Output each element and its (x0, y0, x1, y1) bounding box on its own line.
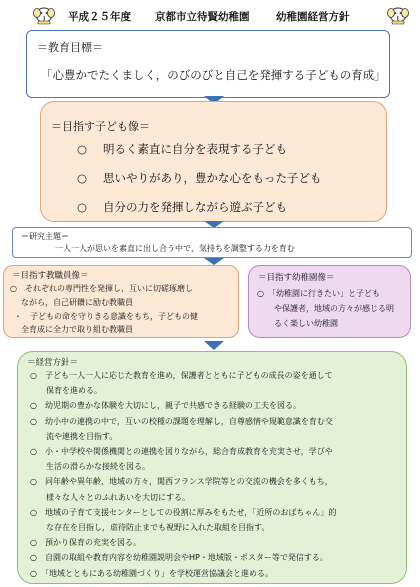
ideal-teacher-title: ＝目指す教職員像＝ (12, 271, 89, 281)
research-theme-box (12, 227, 412, 258)
management-policy-line: ○ 幼児期の豊かな体験を大切にし，親子で共感できる経験の工夫を図る。 (30, 401, 301, 411)
ideal-kindergarten-line: るく楽しい幼稚園 (274, 319, 338, 328)
management-policy-box (17, 351, 407, 584)
ideal-teacher-line: ・ 子どもの命を守りきる意識をもち，子どもの健 (14, 312, 198, 321)
management-policy-line: 様々な人々とのふれあいを大切にする。 (46, 492, 190, 502)
management-policy-line: ○ 同年齢や異年齢，地域の方々，関西フランス学院等との交流の機会を多くもち， (30, 477, 333, 487)
ideal-child-item: ○ 明るく素直に自分を表現する子ども (77, 142, 287, 156)
ideal-teacher-line: ○ それぞれの専門性を発揮し，互いに切磋琢磨し (10, 284, 193, 293)
education-goal-title: ＝教育目標＝ (37, 41, 103, 54)
header-year: 平成２５年度 (68, 11, 131, 23)
ideal-kindergarten-box (248, 265, 411, 338)
down-arrow-icon (204, 258, 224, 265)
management-policy-line: ○ 小・中学校や関係機関との連携を図りながら，総合育成教育を充実させ，学びや (30, 447, 333, 456)
circle-mark: ○ (77, 200, 88, 214)
circle-mark: ○ (77, 142, 88, 156)
management-policy-line: ○ 「地域とともにある幼稚園づくり」を学校運営協議会と進める。 (30, 568, 273, 578)
management-policy-title: ＝経営方針＝ (27, 358, 79, 368)
ideal-teacher-box (3, 265, 239, 338)
management-policy-line: ○ 子ども一人一人に応じた教育を進め，保護者とともに子どもの成長の姿を通して (30, 371, 333, 380)
ideal-kindergarten-line: や保護者，地域の方々が感じる明 (274, 304, 394, 313)
management-policy-line: ○ 地域の子育て支援センターとしての役割に厚みをもたせ，「近所のおばちゃん」的 (30, 507, 337, 517)
header (0, 0, 420, 30)
management-policy-line: 生活の滑らかな接続を図る。 (46, 462, 150, 472)
education-goal-text: 「心豊かでたくましく，のびのびと自己を発揮する子どもの育成」 (41, 68, 386, 82)
research-theme-title: ＝研究主題＝ (21, 232, 69, 241)
education-goal-box (26, 30, 390, 98)
ideal-teacher-line: ながら，自己研鑽に励む教職員 (21, 298, 133, 307)
ideal-teacher-line: 全育成に全力で取り組む教職員 (21, 325, 133, 334)
header-title: 幼稚園経営方針 (276, 11, 350, 23)
elephant-mascot-icon (386, 2, 410, 26)
ideal-child-box (40, 101, 387, 222)
ideal-child-item: ○ 自分の力を発揮しながら遊ぶ子ども (77, 200, 287, 214)
ideal-kindergarten-line: ○ 「幼稚園に行きたい」と子ども (257, 289, 380, 298)
ideal-child-item: ○ 思いやりがあり，豊かな心をもった子ども (77, 171, 322, 185)
elephant-mascot-icon (32, 2, 56, 26)
management-policy-line: ○ 幼小中の連携の中で，互いの校種の課題を理解し，自尊感情や規範意識を育む交 (30, 416, 333, 426)
ideal-child-title: ＝目指す子ども像＝ (51, 120, 150, 133)
down-arrow-icon (204, 341, 224, 350)
circle-mark: ○ (77, 171, 88, 185)
header-school: 京都市立待賢幼稚園 (155, 11, 250, 23)
management-policy-line: ○ 自園の取組や教育内容を幼稚園説明会やHP・地域版・ポスター等で発信する。 (30, 553, 328, 563)
management-policy-line: な存在を目指し，虐待防止までも視野に入れた取組を目指す。 (46, 523, 270, 532)
management-policy-line: 流や連携を目指す。 (46, 431, 118, 441)
management-policy-line: ○ 預かり保育の充実を図る。 (30, 538, 141, 548)
ideal-kindergarten-title: ＝目指す幼稚園像＝ (258, 273, 335, 283)
research-theme-text: 一人一人が思いを素直に出し合う中で，気持ちを調整する力を育む (55, 244, 295, 253)
management-policy-line: 保育を進める。 (46, 386, 102, 396)
